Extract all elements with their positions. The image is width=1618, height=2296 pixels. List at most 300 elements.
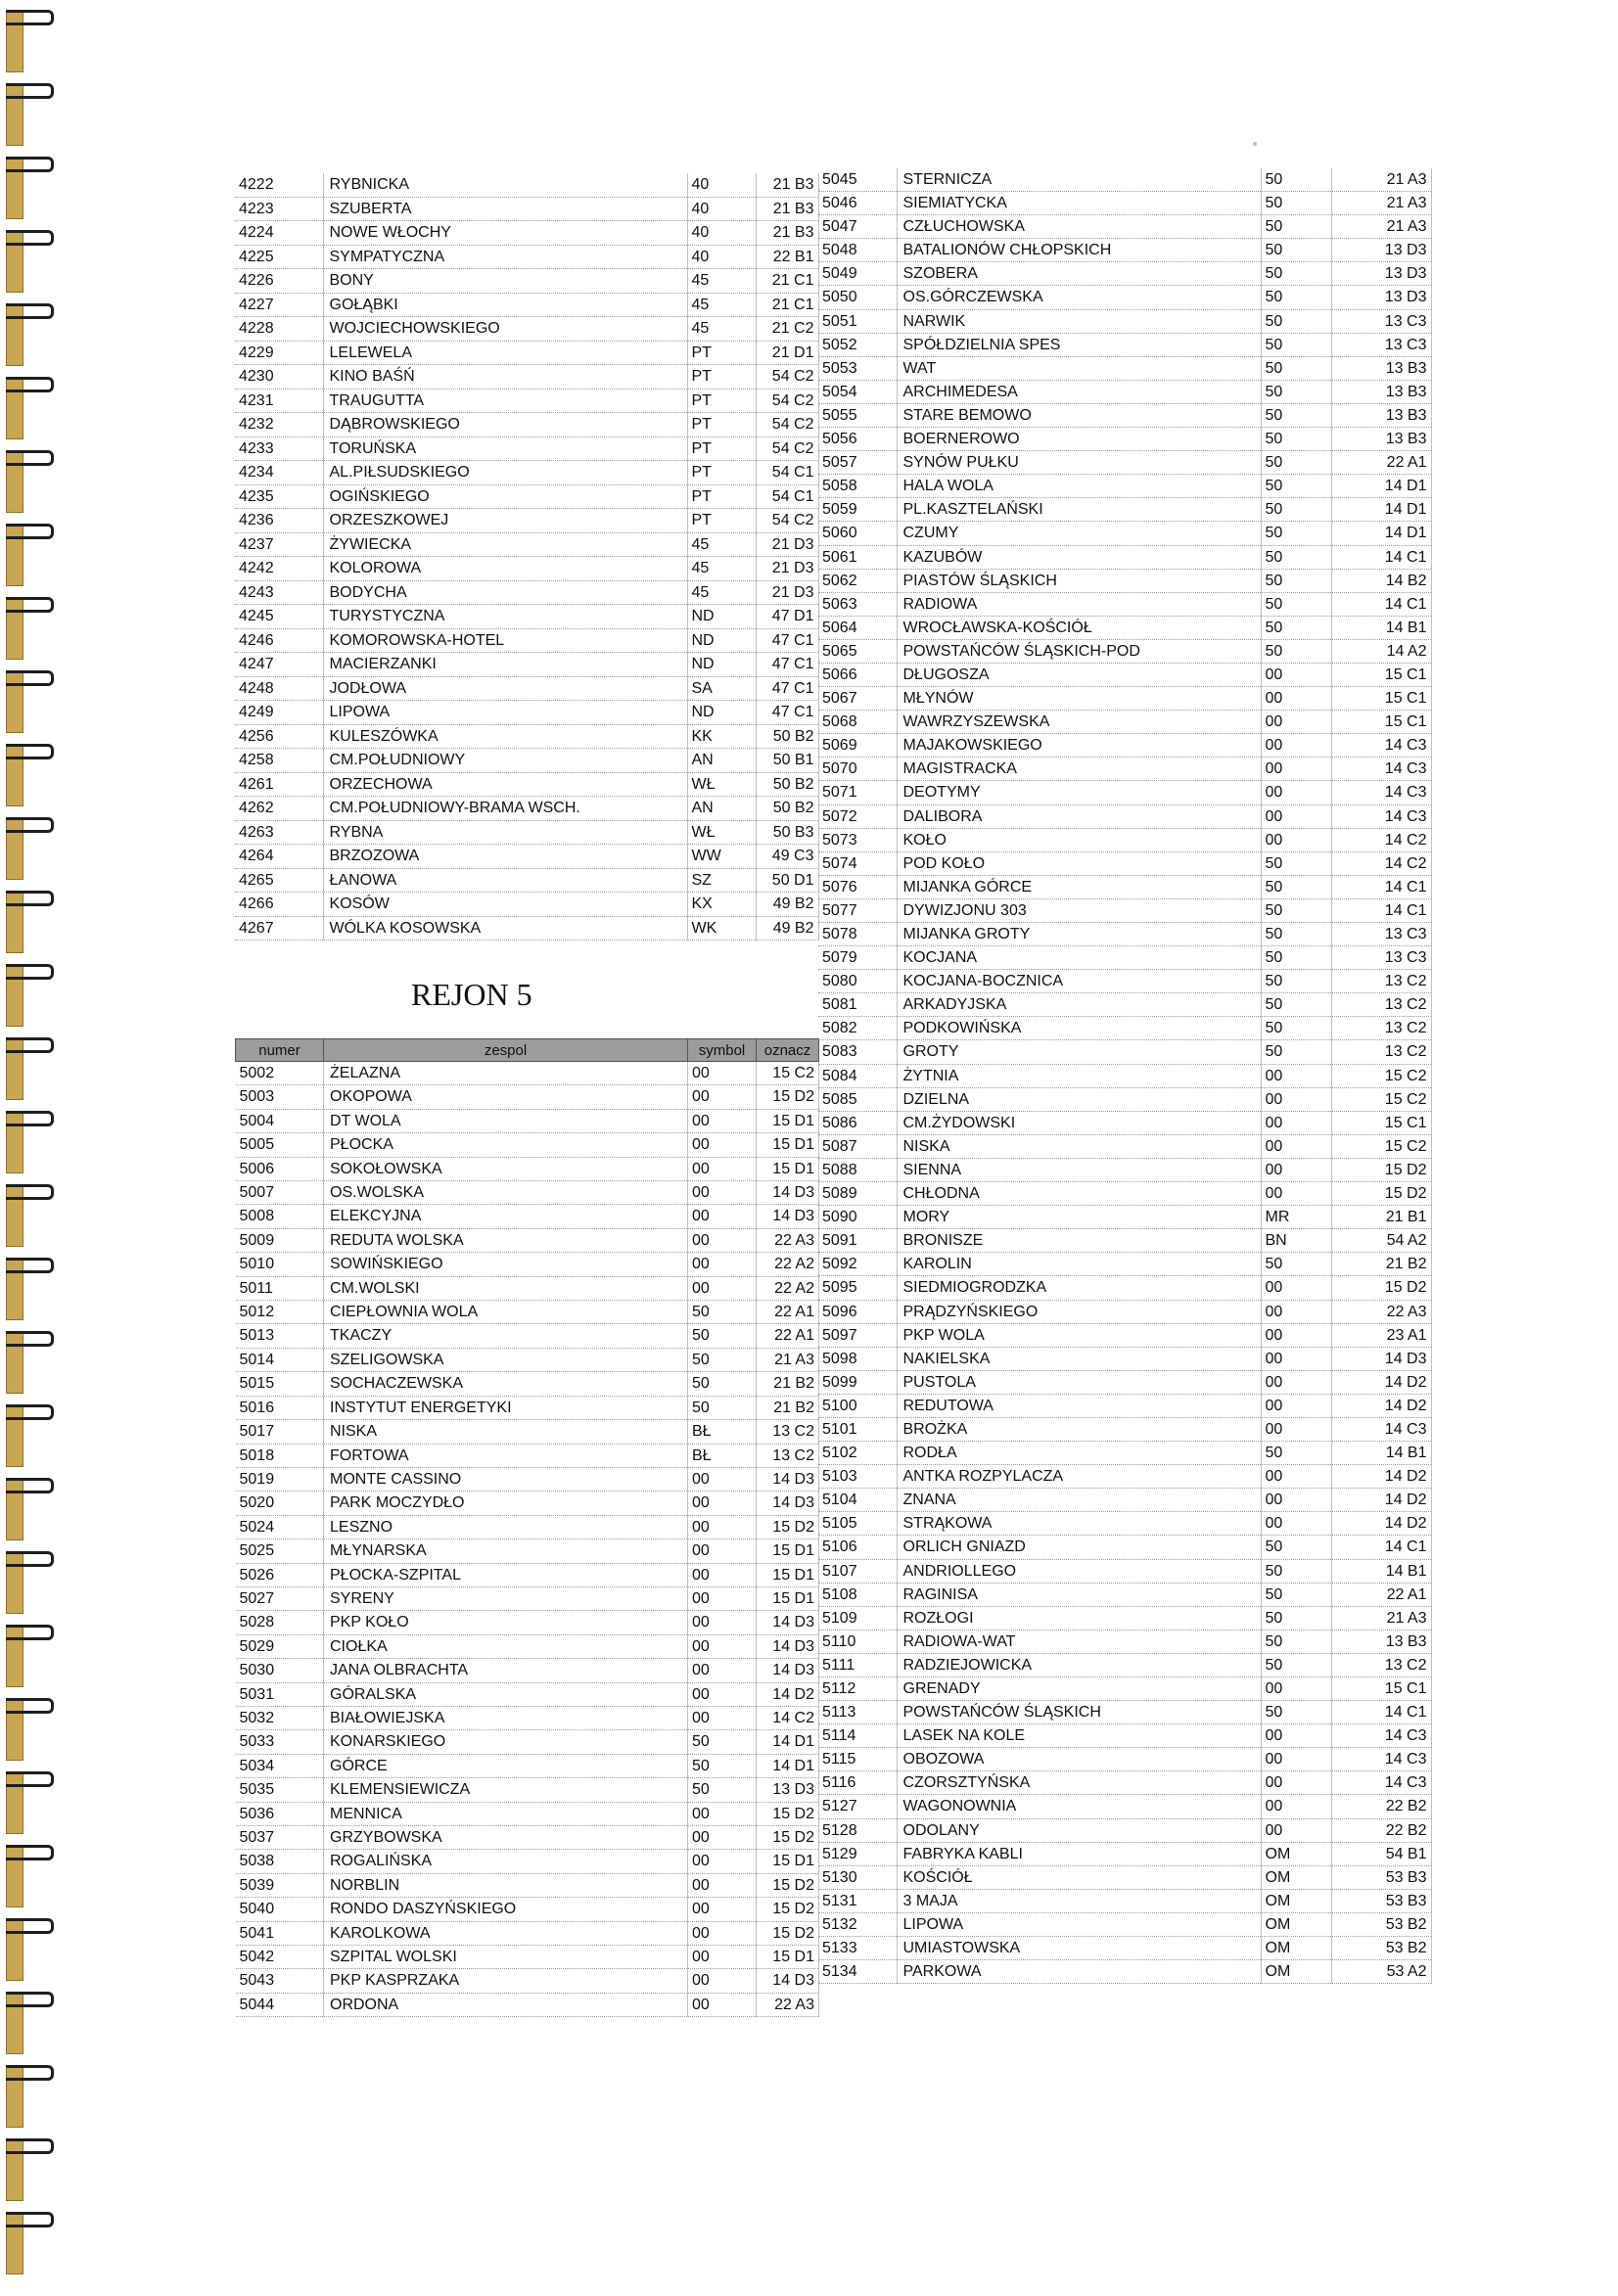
binding-ring — [0, 1184, 55, 1214]
stop-name: BROŻKA — [897, 1417, 1261, 1441]
stop-name: OS.WOLSKA — [324, 1181, 688, 1205]
map-code: 15 C1 — [1331, 663, 1431, 686]
map-code: 15 C2 — [1331, 1064, 1431, 1087]
table-row — [818, 1653, 1431, 1676]
table-row — [235, 916, 818, 941]
map-code: 14 D3 — [757, 1634, 819, 1658]
stop-name: KAZUBÓW — [897, 545, 1261, 569]
map-code: 14 D1 — [1331, 475, 1431, 498]
stop-number: 5066 — [818, 663, 897, 686]
stop-number: 5087 — [818, 1134, 897, 1158]
stop-name: LIPOWA — [323, 701, 687, 725]
stop-symbol: 00 — [1261, 1323, 1331, 1347]
stop-number: 5082 — [818, 1017, 897, 1040]
table-row — [235, 653, 818, 677]
table-row — [236, 1754, 819, 1777]
stop-symbol: OM — [1261, 1889, 1331, 1912]
stop-name: KOŚCIÓŁ — [897, 1865, 1261, 1889]
stop-name: LIPOWA — [897, 1912, 1261, 1936]
table-row — [236, 1921, 819, 1945]
stop-name: STARE BEMOWO — [897, 403, 1261, 427]
stop-name: RADIOWA-WAT — [897, 1630, 1261, 1653]
stop-name: HALA WOLA — [897, 475, 1261, 498]
stop-name: PŁOCKA — [324, 1133, 688, 1157]
table-row — [818, 403, 1431, 427]
table-row — [818, 1512, 1431, 1536]
stop-number: 5030 — [236, 1659, 324, 1682]
stop-symbol: 50 — [688, 1778, 757, 1802]
table-row — [235, 389, 818, 413]
stop-symbol: 50 — [1261, 498, 1331, 522]
stop-number: 4263 — [235, 820, 323, 845]
table-row — [818, 923, 1431, 946]
map-code: 14 C3 — [1331, 804, 1431, 828]
table-row — [818, 970, 1431, 993]
table-row — [235, 317, 818, 342]
stop-symbol: ND — [687, 628, 756, 653]
map-code: 14 D2 — [1331, 1512, 1431, 1536]
binding-ring — [0, 303, 55, 333]
map-code: 22 A2 — [757, 1276, 819, 1300]
stop-number: 5068 — [818, 711, 897, 734]
map-code: 13 C2 — [1331, 1017, 1431, 1040]
table-row — [818, 1912, 1431, 1936]
stop-name: MACIERZANKI — [323, 653, 687, 677]
stop-name: WAGONOWNIA — [897, 1795, 1261, 1818]
stop-name: KOCJANA — [897, 946, 1261, 970]
stop-symbol: ND — [687, 653, 756, 677]
stop-name: TRAUGUTTA — [323, 389, 687, 413]
table-row — [818, 1087, 1431, 1111]
map-code: 13 D3 — [1331, 262, 1431, 286]
map-code: 54 C2 — [756, 509, 818, 533]
table-row — [818, 1489, 1431, 1512]
map-code: 14 D1 — [757, 1730, 819, 1754]
stop-symbol: BŁ — [688, 1420, 757, 1444]
stop-symbol: 00 — [1261, 1771, 1331, 1795]
stop-symbol: KX — [687, 893, 756, 917]
stop-number: 5073 — [818, 828, 897, 851]
stop-symbol: 50 — [1261, 333, 1331, 356]
stop-number: 5056 — [818, 428, 897, 451]
table-row — [818, 1323, 1431, 1347]
stop-symbol: 50 — [688, 1730, 757, 1754]
stop-symbol: 00 — [1261, 1748, 1331, 1771]
stop-name: BOERNEROWO — [897, 428, 1261, 451]
binding-ring — [0, 964, 55, 993]
stop-number: 5128 — [818, 1818, 897, 1842]
stop-name: JODŁOWA — [323, 676, 687, 701]
table-row — [235, 245, 818, 269]
stop-number: 5032 — [236, 1706, 324, 1729]
table-row — [235, 365, 818, 390]
stop-name: KOSÓW — [323, 893, 687, 917]
stop-name: OS.GÓRCZEWSKA — [897, 286, 1261, 309]
table-row — [235, 436, 818, 461]
stop-number: 5069 — [818, 734, 897, 758]
map-code: 15 D2 — [757, 1802, 819, 1825]
stop-symbol: SA — [687, 676, 756, 701]
stop-symbol: 00 — [688, 1492, 757, 1515]
stop-symbol: OM — [1261, 1960, 1331, 1984]
header-symbol: symbol — [688, 1039, 757, 1062]
map-code: 14 D2 — [1331, 1370, 1431, 1394]
table-row — [236, 1993, 819, 2016]
table-row — [818, 498, 1431, 522]
stop-symbol: 50 — [1261, 1253, 1331, 1276]
stop-name: GRENADY — [897, 1677, 1261, 1701]
stop-symbol: 00 — [688, 1085, 757, 1109]
stop-number: 5057 — [818, 451, 897, 475]
map-code: 13 C3 — [1331, 309, 1431, 333]
map-code: 50 B3 — [756, 820, 818, 845]
stop-number: 5039 — [236, 1873, 324, 1897]
stop-name: DZIELNA — [897, 1087, 1261, 1111]
table-row — [818, 1134, 1431, 1158]
stop-number: 5131 — [818, 1889, 897, 1912]
map-code: 53 B2 — [1331, 1937, 1431, 1960]
stop-name: WAWRZYSZEWSKA — [897, 711, 1261, 734]
table-row — [236, 1444, 819, 1467]
table-row — [235, 724, 818, 749]
stop-name: LASEK NA KOLE — [897, 1724, 1261, 1748]
stop-number: 4243 — [235, 580, 323, 605]
map-code: 54 B1 — [1331, 1842, 1431, 1865]
stop-number: 5077 — [818, 898, 897, 922]
stop-name: ARKADYJSKA — [897, 993, 1261, 1017]
stop-number: 4261 — [235, 772, 323, 797]
stop-symbol: 50 — [688, 1754, 757, 1777]
table-row — [818, 592, 1431, 616]
table-row — [818, 1370, 1431, 1394]
stop-symbol: AN — [687, 797, 756, 821]
map-code: 21 B2 — [757, 1396, 819, 1419]
table-row — [236, 1873, 819, 1897]
stop-name: SOKOŁOWSKA — [324, 1157, 688, 1180]
stop-symbol: BN — [1261, 1229, 1331, 1253]
map-code: 15 D2 — [757, 1515, 819, 1538]
stop-number: 5110 — [818, 1630, 897, 1653]
page-speck — [1253, 142, 1257, 146]
stop-number: 5088 — [818, 1158, 897, 1181]
table-row — [818, 1724, 1431, 1748]
stop-name: SYMPATYCZNA — [323, 245, 687, 269]
stop-symbol: 00 — [1261, 1134, 1331, 1158]
stop-name: KOMOROWSKA-HOTEL — [323, 628, 687, 653]
map-code: 50 B2 — [756, 797, 818, 821]
table-row — [818, 616, 1431, 639]
stop-number: 5048 — [818, 239, 897, 262]
map-code: 47 D1 — [756, 605, 818, 629]
stop-symbol: 00 — [1261, 1111, 1331, 1134]
table-row — [818, 1701, 1431, 1724]
stop-name: POWSTAŃCÓW ŚLĄSKICH — [897, 1701, 1261, 1724]
stop-number: 5036 — [236, 1802, 324, 1825]
map-code: 13 B3 — [1331, 380, 1431, 403]
map-code: 13 B3 — [1331, 403, 1431, 427]
stop-name: CM.POŁUDNIOWY — [323, 749, 687, 773]
map-code: 22 A1 — [757, 1324, 819, 1348]
stop-number: 5098 — [818, 1347, 897, 1370]
table-row — [235, 749, 818, 773]
stop-name: RYBNICKA — [323, 173, 687, 197]
stop-name: PARK MOCZYDŁO — [324, 1492, 688, 1515]
table-row — [818, 851, 1431, 875]
map-code: 54 C2 — [756, 389, 818, 413]
map-code: 15 C1 — [1331, 687, 1431, 711]
table-header-row — [236, 1039, 819, 1062]
stop-name: GOŁĄBKI — [323, 293, 687, 317]
stop-name: OKOPOWA — [324, 1085, 688, 1109]
table-row — [818, 1229, 1431, 1253]
stop-symbol: 00 — [688, 1898, 757, 1921]
table-row — [818, 1937, 1431, 1960]
stop-name: BODYCHA — [323, 580, 687, 605]
table-row — [818, 1865, 1431, 1889]
stop-name: OGIŃSKIEGO — [323, 484, 687, 509]
stop-symbol: 50 — [1261, 380, 1331, 403]
table-row — [818, 380, 1431, 403]
stop-symbol: 00 — [688, 1946, 757, 1969]
stop-symbol: 00 — [1261, 1417, 1331, 1441]
stop-number: 4247 — [235, 653, 323, 677]
map-code: 14 C1 — [1331, 592, 1431, 616]
table-row — [818, 804, 1431, 828]
stop-name: MAGISTRACKA — [897, 758, 1261, 781]
stop-name: UMIASTOWSKA — [897, 1937, 1261, 1960]
stop-number: 5108 — [818, 1583, 897, 1606]
map-code: 15 C1 — [1331, 1111, 1431, 1134]
stop-name: PUSTOLA — [897, 1370, 1261, 1394]
stop-number: 4234 — [235, 461, 323, 485]
table-row — [236, 1276, 819, 1300]
stop-name: SYRENY — [324, 1586, 688, 1610]
stop-name: NAKIELSKA — [897, 1347, 1261, 1370]
table-row — [235, 484, 818, 509]
table-row — [236, 1348, 819, 1371]
binding-ring — [0, 1918, 55, 1948]
stop-symbol: 50 — [1261, 1442, 1331, 1465]
table-row — [235, 701, 818, 725]
stop-symbol: 00 — [688, 1682, 757, 1706]
stop-symbol: 00 — [1261, 687, 1331, 711]
stop-symbol: 00 — [688, 1993, 757, 2016]
stop-number: 5072 — [818, 804, 897, 828]
stop-number: 5019 — [236, 1467, 324, 1491]
table-row — [236, 1133, 819, 1157]
stop-number: 5033 — [236, 1730, 324, 1754]
table-row — [236, 1228, 819, 1252]
stop-number: 5028 — [236, 1611, 324, 1634]
map-code: 21 A3 — [1331, 1606, 1431, 1630]
stop-name: WOJCIECHOWSKIEGO — [323, 317, 687, 342]
stop-name: DŁUGOSZA — [897, 663, 1261, 686]
table-row — [818, 192, 1431, 215]
binding-ring — [0, 10, 55, 39]
stop-name: TURYSTYCZNA — [323, 605, 687, 629]
stop-number: 5010 — [236, 1253, 324, 1276]
table-row — [818, 758, 1431, 781]
stop-number: 5061 — [818, 545, 897, 569]
stop-name: OBOZOWA — [897, 1748, 1261, 1771]
stop-symbol: 45 — [687, 269, 756, 294]
stop-number: 5006 — [236, 1157, 324, 1180]
stop-symbol: 50 — [1261, 428, 1331, 451]
map-code: 14 D2 — [1331, 1489, 1431, 1512]
stop-name: SIEMIATYCKA — [897, 192, 1261, 215]
stop-symbol: AN — [687, 749, 756, 773]
stop-number: 4223 — [235, 197, 323, 221]
table-row — [235, 341, 818, 365]
stop-name: REDUTA WOLSKA — [324, 1228, 688, 1252]
stop-number: 5035 — [236, 1778, 324, 1802]
map-code: 14 D1 — [1331, 498, 1431, 522]
stop-name: GROTY — [897, 1040, 1261, 1064]
stop-symbol: 50 — [1261, 1536, 1331, 1559]
stop-name: STERNICZA — [897, 168, 1261, 192]
map-code: 13 C3 — [1331, 923, 1431, 946]
stop-number: 5106 — [818, 1536, 897, 1559]
binding-ring — [0, 2212, 55, 2241]
map-code: 14 C1 — [1331, 545, 1431, 569]
stop-name: KULESZÓWKA — [323, 724, 687, 749]
stop-number: 5079 — [818, 946, 897, 970]
stop-name: ORZESZKOWEJ — [323, 509, 687, 533]
map-code: 15 D1 — [757, 1539, 819, 1563]
stop-symbol: 00 — [688, 1850, 757, 1873]
table-row — [235, 628, 818, 653]
map-code: 14 B2 — [1331, 569, 1431, 592]
stop-name: MENNICA — [324, 1802, 688, 1825]
map-code: 15 D2 — [1331, 1276, 1431, 1300]
binding-ring — [0, 2065, 55, 2094]
stop-symbol: 50 — [1261, 970, 1331, 993]
map-code: 49 B2 — [756, 916, 818, 941]
map-code: 14 C3 — [1331, 1724, 1431, 1748]
stop-number: 4233 — [235, 436, 323, 461]
stop-symbol: 50 — [1261, 545, 1331, 569]
stop-symbol: 50 — [1261, 1583, 1331, 1606]
table-row — [235, 676, 818, 701]
stop-number: 4222 — [235, 173, 323, 197]
stop-symbol: 50 — [688, 1348, 757, 1371]
map-code: 14 D3 — [1331, 1347, 1431, 1370]
stop-symbol: 50 — [1261, 1630, 1331, 1653]
map-code: 23 A1 — [1331, 1323, 1431, 1347]
stop-number: 4245 — [235, 605, 323, 629]
map-code: 14 D3 — [757, 1181, 819, 1205]
stop-symbol: 00 — [1261, 758, 1331, 781]
table-row — [235, 461, 818, 485]
stop-symbol: PT — [687, 461, 756, 485]
table-row — [818, 451, 1431, 475]
stop-name: SZPITAL WOLSKI — [324, 1946, 688, 1969]
binding-ring — [0, 1331, 55, 1360]
map-code: 15 C1 — [1331, 1677, 1431, 1701]
stop-name: DALIBORA — [897, 804, 1261, 828]
stop-symbol: WK — [687, 916, 756, 941]
table-row — [818, 356, 1431, 380]
stop-symbol: 00 — [1261, 828, 1331, 851]
stop-name: CM.ŻYDOWSKI — [897, 1111, 1261, 1134]
table-row — [235, 509, 818, 533]
binding-ring — [0, 83, 55, 113]
stop-symbol: 50 — [1261, 1701, 1331, 1724]
table-row — [818, 428, 1431, 451]
stop-number: 5015 — [236, 1372, 324, 1396]
stop-symbol: 50 — [1261, 592, 1331, 616]
stop-name: KOCJANA-BOCZNICA — [897, 970, 1261, 993]
stop-symbol: 00 — [688, 1921, 757, 1945]
stop-number: 4242 — [235, 557, 323, 581]
stop-name: MONTE CASSINO — [324, 1467, 688, 1491]
stop-name: RYBNA — [323, 820, 687, 845]
stop-symbol: 50 — [1261, 451, 1331, 475]
binding-ring — [0, 817, 55, 847]
stop-symbol: 40 — [687, 245, 756, 269]
stop-name: ŁANOWA — [323, 868, 687, 893]
stop-number: 5085 — [818, 1087, 897, 1111]
table-row — [818, 1889, 1431, 1912]
stop-symbol: 00 — [1261, 1276, 1331, 1300]
stop-number: 5071 — [818, 781, 897, 804]
stop-name: NISKA — [897, 1134, 1261, 1158]
table-row — [236, 1324, 819, 1348]
stop-number: 5011 — [236, 1276, 324, 1300]
table-row — [236, 1062, 819, 1085]
stop-name: KAROLIN — [897, 1253, 1261, 1276]
map-code: 15 D2 — [757, 1826, 819, 1850]
spiral-binding — [0, 0, 61, 2296]
stop-symbol: 50 — [1261, 192, 1331, 215]
stop-symbol: 00 — [1261, 734, 1331, 758]
map-code: 13 C2 — [1331, 1653, 1431, 1676]
stop-symbol: BŁ — [688, 1444, 757, 1467]
stops-table-region-5-continued — [818, 168, 1432, 1984]
stop-number: 4266 — [235, 893, 323, 917]
map-code: 21 C1 — [756, 293, 818, 317]
table-row — [818, 1795, 1431, 1818]
stop-symbol: 00 — [688, 1802, 757, 1825]
stop-symbol: 00 — [688, 1253, 757, 1276]
stop-symbol: 50 — [1261, 639, 1331, 663]
stop-symbol: 50 — [1261, 993, 1331, 1017]
map-code: 21 D3 — [756, 532, 818, 557]
stop-number: 5018 — [236, 1444, 324, 1467]
stop-symbol: 00 — [1261, 1087, 1331, 1111]
stop-number: 5004 — [236, 1109, 324, 1132]
map-code: 13 C2 — [1331, 1040, 1431, 1064]
stop-symbol: 00 — [1261, 781, 1331, 804]
stop-number: 4235 — [235, 484, 323, 509]
table-row — [818, 1771, 1431, 1795]
stop-symbol: 40 — [687, 173, 756, 197]
table-row — [818, 569, 1431, 592]
table-row — [818, 1748, 1431, 1771]
stop-name: LESZNO — [324, 1515, 688, 1538]
stop-number: 5080 — [818, 970, 897, 993]
map-code: 14 D1 — [1331, 522, 1431, 545]
stop-symbol: 00 — [1261, 804, 1331, 828]
stop-name: INSTYTUT ENERGETYKI — [324, 1396, 688, 1419]
stop-number: 5109 — [818, 1606, 897, 1630]
stop-name: BATALIONÓW CHŁOPSKICH — [897, 239, 1261, 262]
stop-number: 5044 — [236, 1993, 324, 2016]
stop-name: PKP KASPRZAKA — [324, 1969, 688, 1993]
stop-number: 5063 — [818, 592, 897, 616]
stop-number: 5047 — [818, 215, 897, 239]
map-code: 50 B2 — [756, 772, 818, 797]
